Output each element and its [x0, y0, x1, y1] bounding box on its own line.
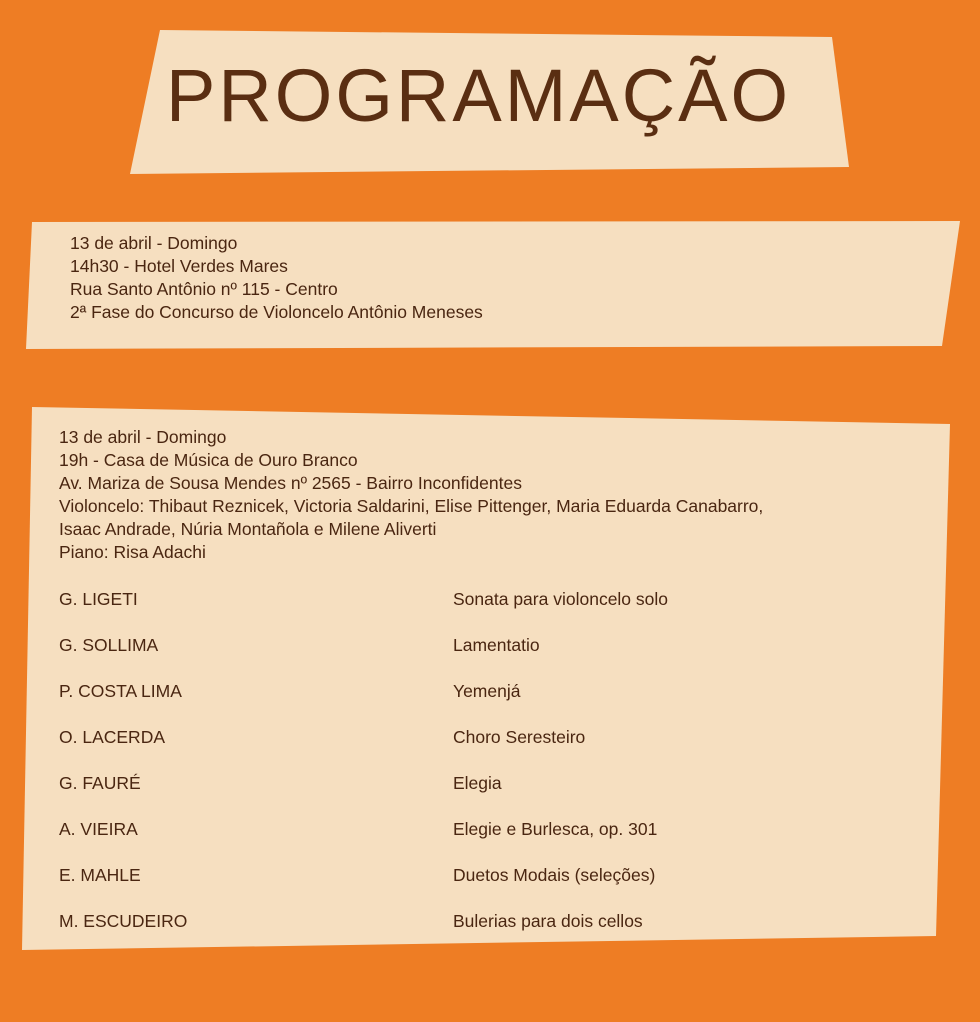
event2-info — [59, 426, 763, 564]
event2-pianist: Piano: Risa Adachi — [59, 542, 206, 562]
piece: Elegie e Burlesca, op. 301 — [453, 819, 658, 839]
composer: G. FAURÉ — [59, 773, 141, 793]
event1-description: 2ª Fase do Concurso de Violoncelo Antônio Meneses — [70, 302, 483, 322]
composer: O. LACERDA — [59, 727, 165, 747]
event1-date: 13 de abril - Domingo — [70, 233, 238, 253]
composer: A. VIEIRA — [59, 819, 138, 839]
composer: E. MAHLE — [59, 865, 141, 885]
event2-cellists: Violoncelo: Thibaut Reznicek, Victoria Saldarini, Elise Pittenger, Maria Eduarda Canabarro, — [59, 496, 764, 516]
event2-cellists-cont: Isaac Andrade, Núria Montañola e Milene Aliverti — [59, 519, 437, 539]
composer: G. LIGETI — [59, 589, 138, 609]
composer: M. ESCUDEIRO — [59, 911, 188, 931]
event1-address: Rua Santo Antônio nº 115 - Centro — [70, 279, 338, 299]
event1-time-venue: 14h30 - Hotel Verdes Mares — [70, 256, 288, 276]
event2-date: 13 de abril - Domingo — [59, 427, 227, 447]
piece: Choro Seresteiro — [453, 727, 586, 747]
piece: Bulerias para dois cellos — [453, 911, 643, 931]
piece: Yemenjá — [453, 681, 521, 701]
piece: Elegia — [453, 773, 502, 793]
piece: Sonata para violoncelo solo — [453, 589, 669, 609]
piece: Lamentatio — [453, 635, 540, 655]
piece: Duetos Modais (seleções) — [453, 865, 656, 885]
composer: G. SOLLIMA — [59, 635, 159, 655]
event1-info — [70, 232, 483, 324]
composer: P. COSTA LIMA — [59, 681, 182, 701]
event2-address: Av. Mariza de Sousa Mendes nº 2565 - Bairro Inconfidentes — [59, 473, 522, 493]
page-title: PROGRAMAÇÃO — [166, 54, 792, 137]
event2-time-venue: 19h - Casa de Música de Ouro Branco — [59, 450, 358, 470]
